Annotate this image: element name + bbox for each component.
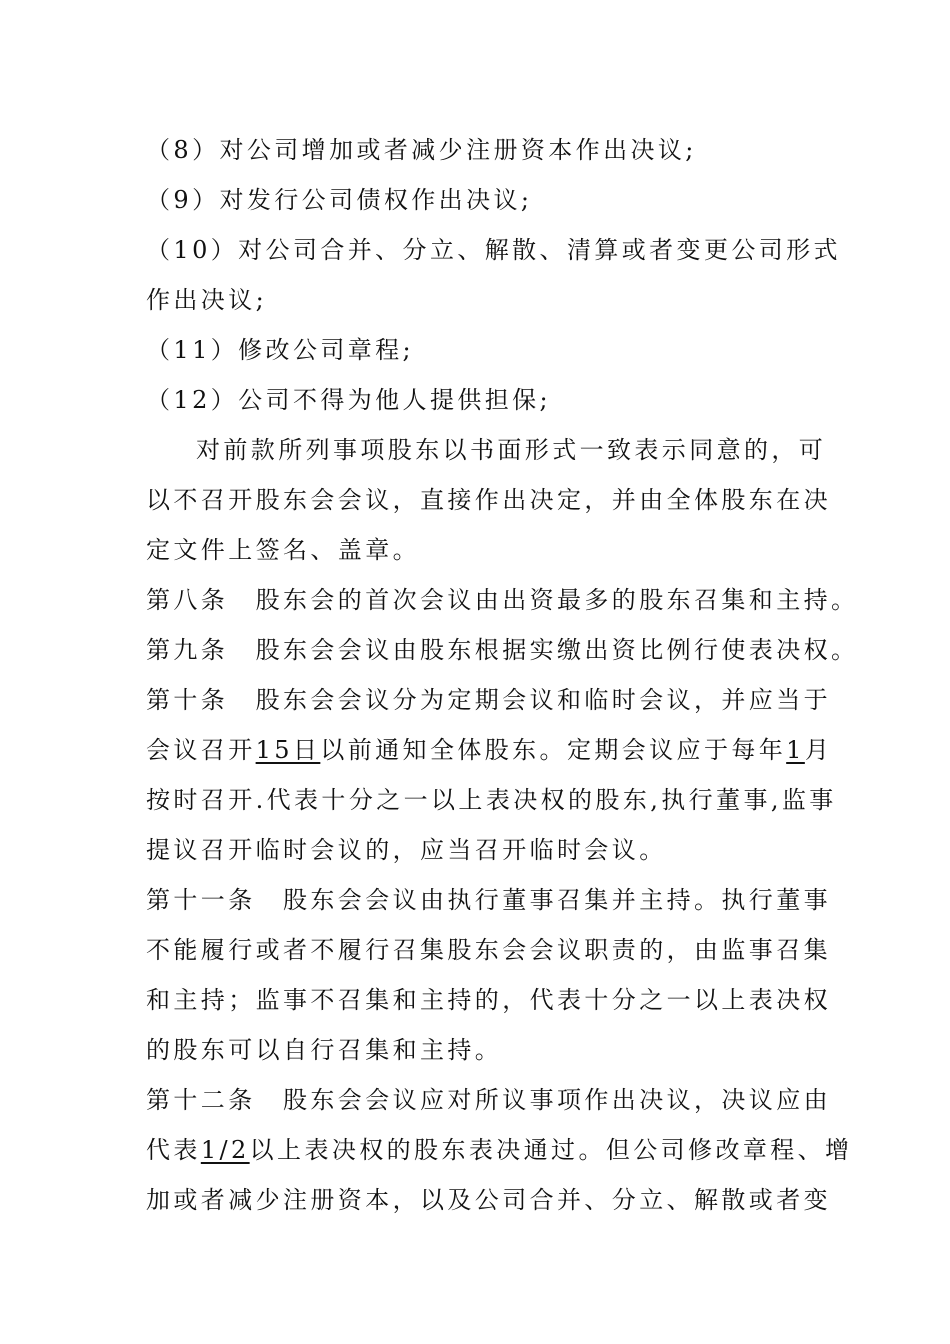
paragraph-line: 按时召开.代表十分之一以上表决权的股东,执行董事,监事 [146, 786, 837, 814]
paragraph-line: 以不召开股东会会议，直接作出决定，并由全体股东在决 [146, 486, 831, 514]
underlined-fraction: 1/2 [200, 1136, 250, 1164]
paragraph-line: 定文件上签名、盖章。 [146, 536, 420, 564]
text-segment: 以前通知全体股东。定期会议应于每年 [320, 736, 787, 764]
text-segment: 会议召开 [146, 736, 256, 764]
paragraph-line: 对前款所列事项股东以书面形式一致表示同意的，可 [196, 436, 827, 464]
clause-11: （11）修改公司章程; [146, 336, 415, 364]
article-8: 第八条 股东会的首次会议由出资最多的股东召集和主持。 [146, 586, 859, 614]
article-11: 第十一条 股东会会议由执行董事召集并主持。执行董事 [146, 886, 831, 914]
clause-10: （10）对公司合并、分立、解散、清算或者变更公司形式 [146, 236, 841, 264]
article-9: 第九条 股东会会议由股东根据实缴出资比例行使表决权。 [146, 636, 859, 664]
article-10: 第十条 股东会会议分为定期会议和临时会议，并应当于 [146, 686, 831, 714]
underlined-days: 15日 [255, 736, 321, 764]
article-10-line-2 [146, 735, 833, 765]
clause-10-cont: 作出决议; [146, 286, 268, 314]
paragraph-line: 的股东可以自行召集和主持。 [146, 1036, 503, 1064]
clause-12: （12）公司不得为他人提供担保; [146, 386, 552, 414]
clause-8: （8）对公司增加或者减少注册资本作出决议; [146, 136, 697, 164]
clause-9: （9）对发行公司债权作出决议; [146, 186, 533, 214]
article-12-line-2 [146, 1135, 853, 1165]
paragraph-line: 和主持；监事不召集和主持的，代表十分之一以上表决权 [146, 986, 831, 1014]
article-12: 第十二条 股东会会议应对所议事项作出决议，决议应由 [146, 1086, 831, 1114]
paragraph-line: 不能履行或者不履行召集股东会会议职责的，由监事召集 [146, 936, 831, 964]
text-segment: 代表 [146, 1136, 201, 1164]
paragraph-line: 提议召开临时会议的，应当召开临时会议。 [146, 836, 667, 864]
text-segment: 月 [804, 736, 833, 764]
text-segment: 以上表决权的股东表决通过。但公司修改章程、增 [249, 1136, 853, 1164]
paragraph-line: 加或者减少注册资本，以及公司合并、分立、解散或者变 [146, 1186, 831, 1214]
underlined-month: 1 [786, 736, 805, 764]
